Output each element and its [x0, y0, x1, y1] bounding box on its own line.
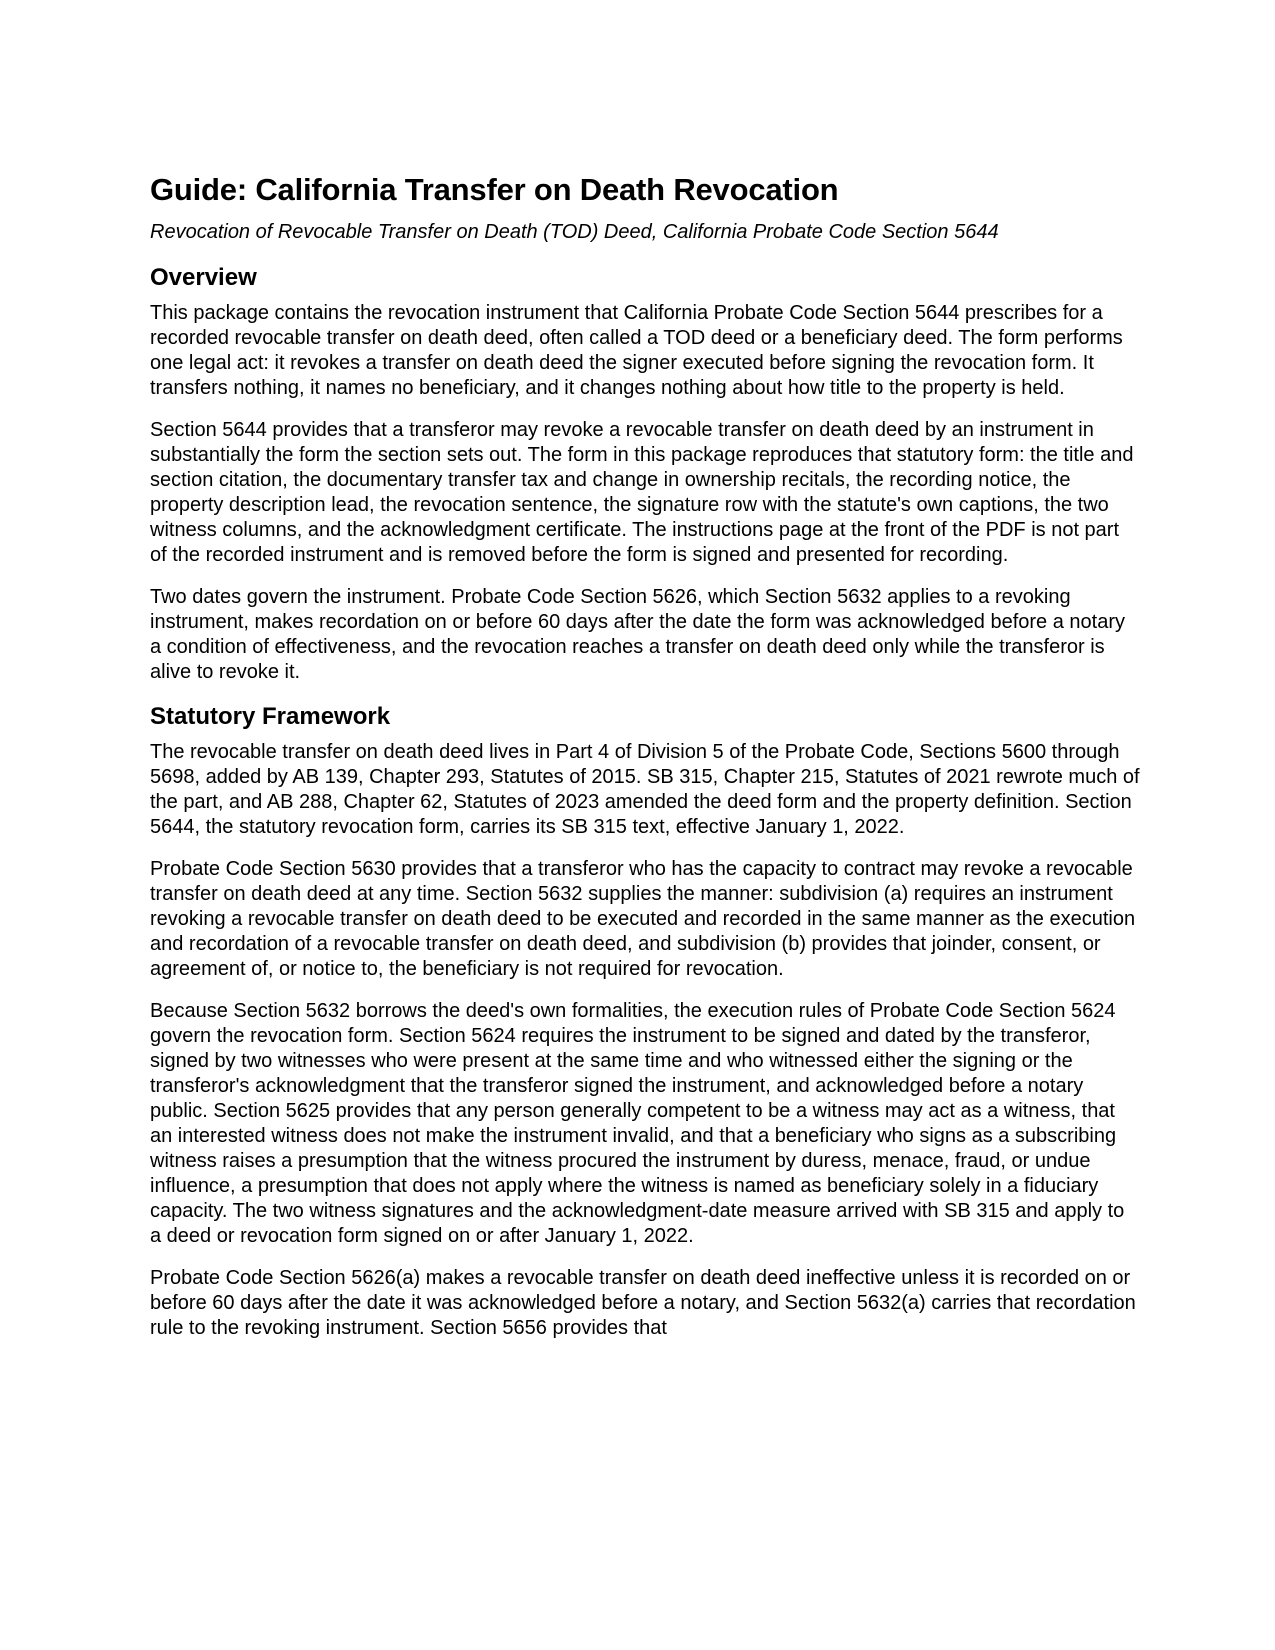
section-overview	[150, 263, 1140, 685]
section-statutory-framework	[150, 702, 1140, 1341]
section-heading: Overview	[150, 264, 257, 291]
paragraph: Section 5644 provides that a transferor may revoke a revocable transfer on death deed by an instrument in substantially the form the section sets out. The form in this package reproduces that statutory form: the title and section citation, the documentary transfer tax and change in ownership recitals, the recording notice, the property description lead, the revocation sentence, the signature row with the statute's own captions, the two witness columns, and the acknowledgment certificate. The instructions page at the front of the PDF is not part of the recorded instrument and is removed before the form is signed and presented for recording.	[150, 419, 1134, 566]
document-subtitle: Revocation of Revocable Transfer on Death (TOD) Deed, California Probate Code Section 5644	[150, 221, 999, 243]
section-heading: Statutory Framework	[150, 703, 391, 730]
document-title: Guide: California Transfer on Death Revocation	[150, 172, 839, 207]
paragraph: Because Section 5632 borrows the deed's own formalities, the execution rules of Probate Code Section 5624 govern the revocation form. Section 5624 requires the instrument to be signed and dated by the transferor, signed by two witnesses who were present at the same time and who witnessed either the signing or the transferor's acknowledgment that the transferor signed the instrument, and acknowledged before a notary public. Section 5625 provides that any person generally competent to be a witness may act as a witness, that an interested witness does not make the instrument invalid, and that a beneficiary who signs as a subscribing witness raises a presumption that the witness procured the instrument by duress, menace, fraud, or undue influence, a presumption that does not apply where the witness is named as beneficiary solely in a fiduciary capacity. The two witness signatures and the acknowledgment-date measure arrived with SB 315 and apply to a deed or revocation form signed on or after January 1, 2022.	[150, 1000, 1125, 1247]
paragraph: Two dates govern the instrument. Probate Code Section 5626, which Section 5632 applies to a revoking instrument, makes recordation on or before 60 days after the date the form was acknowledged before a notary a condition of effectiveness, and the revocation reaches a transfer on death deed only while the transferor is alive to revoke it.	[150, 586, 1125, 683]
paragraph: Probate Code Section 5630 provides that a transferor who has the capacity to contract may revoke a revocable transfer on death deed at any time. Section 5632 supplies the manner: subdivision (a) requires an instrument revoking a revocable transfer on death deed to be executed and recorded in the same manner as the execution and recordation of a revocable transfer on death deed, and subdivision (b) provides that joinder, consent, or agreement of, or notice to, the beneficiary is not required for revocation.	[150, 858, 1136, 980]
paragraph: The revocable transfer on death deed lives in Part 4 of Division 5 of the Probate Code, Sections 5600 through 5698, added by AB 139, Chapter 293, Statutes of 2015. SB 315, Chapter 215, Statutes of 2021 rewrote much of the part, and AB 288, Chapter 62, Statutes of 2023 amended the deed form and the property definition. Section 5644, the statutory revocation form, carries its SB 315 text, effective January 1, 2022.	[150, 741, 1140, 838]
document-page	[150, 170, 1140, 1358]
paragraph: This package contains the revocation instrument that California Probate Code Section 5644 prescribes for a recorded revocable transfer on death deed, often called a TOD deed or a beneficiary deed. The form performs one legal act: it revokes a transfer on death deed the signer executed before signing the revocation form. It transfers nothing, it names no beneficiary, and it changes nothing about how title to the property is held.	[150, 302, 1123, 399]
paragraph: Probate Code Section 5626(a) makes a revocable transfer on death deed ineffective unless it is recorded on or before 60 days after the date it was acknowledged before a notary, and Section 5632(a) carries that recordation rule to the revoking instrument. Section 5656 provides that	[150, 1267, 1136, 1339]
